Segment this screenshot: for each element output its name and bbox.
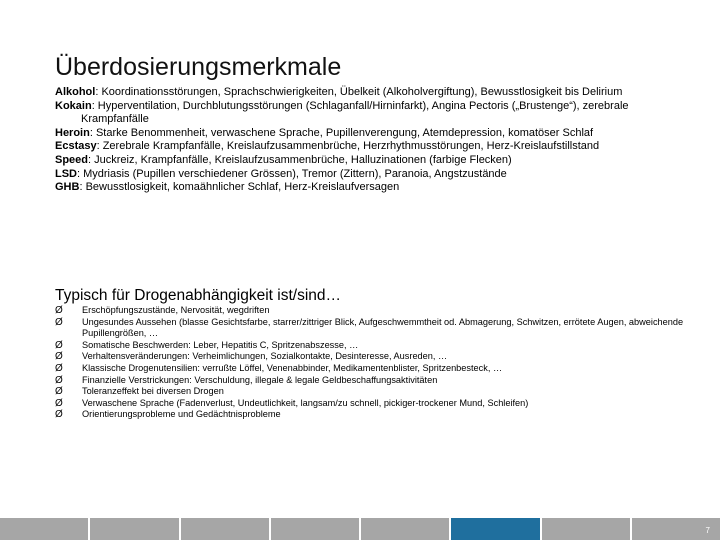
arrow-bullet-icon: Ø: [55, 351, 63, 363]
drug-name: Alkohol: [55, 86, 96, 98]
drug-item-ecstasy: [55, 140, 695, 154]
arrow-bullet-icon: Ø: [55, 362, 63, 374]
drug-description: : Mydriasis (Pupillen verschiedener Grössen), Tremor (Zittern), Paranoia, Angstzustände: [77, 167, 507, 180]
drug-item-ghb: [55, 181, 695, 195]
arrow-bullet-icon: Ø: [55, 374, 63, 386]
drug-name: Heroin: [55, 126, 90, 139]
drug-description: : Koordinationsstörungen, Sprachschwierigkeiten, Übelkeit (Alkoholvergiftung), Bewusstlosigkeit bis Delirium: [95, 86, 623, 98]
list-item: Ø Klassische Drogenutensilien: verrußte Löffel, Venenabbinder, Medikamentenblister, Spritzenbesteck, …: [55, 362, 503, 374]
overdose-list: [55, 86, 695, 195]
drug-name: LSD: [55, 167, 77, 180]
drug-item-heroin: [55, 127, 695, 141]
drug-item-kokain: [55, 100, 695, 127]
slide-title: Überdosierungsmerkmale: [55, 53, 342, 81]
page-number: 7: [705, 526, 710, 535]
drug-description: : Juckreiz, Krampfanfälle, Kreislaufzusammenbrüche, Halluzinationen (farbige Flecken): [88, 153, 512, 166]
footer-segment: [181, 518, 269, 540]
drug-name: Speed: [55, 153, 89, 166]
footer-bar: [0, 518, 720, 540]
list-item: Ø Toleranzeffekt bei diversen Drogen: [55, 386, 224, 398]
footer-segment-active: [451, 518, 539, 540]
footer-segment: [90, 518, 178, 540]
footer-segment: [271, 518, 359, 540]
list-item: Ø Orientierungsprobleme und Gedächtnisprobleme: [55, 409, 281, 421]
drug-item-lsd: [55, 168, 695, 182]
arrow-bullet-icon: Ø: [55, 316, 63, 328]
footer-segment: [0, 518, 88, 540]
list-item: Ø Somatische Beschwerden: Leber, Hepatitis C, Spritzenabszesse, …: [55, 339, 359, 351]
drug-description: : Starke Benommenheit, verwaschene Sprache, Pupillenverengung, Atemdepression, komatöser Schlaf: [89, 126, 594, 139]
drug-name: Kokain: [55, 99, 92, 112]
drug-name: GHB: [55, 181, 80, 194]
section-subheading: Typisch für Drogenabhängigkeit ist/sind…: [55, 287, 342, 304]
footer-segment: [361, 518, 449, 540]
arrow-bullet-icon: Ø: [55, 339, 63, 351]
arrow-bullet-icon: Ø: [55, 305, 63, 316]
arrow-bullet-icon: Ø: [55, 386, 63, 398]
drug-name: Ecstasy: [55, 140, 97, 153]
list-item: Ø Ungesundes Aussehen (blasse Gesichtsfarbe, starrer/zittriger Blick, Aufgeschwemmtheit od. Abmagerung, Schwitzen, errötete Augen, abweichende Pupillengrößen, …: [55, 316, 684, 339]
drug-description: : Zerebrale Krampfanfälle, Kreislaufzusammenbrüche, Herzrhythmusstörungen, Herz-Kreislaufstillstand: [96, 140, 600, 153]
arrow-bullet-icon: Ø: [55, 397, 63, 409]
list-item: Ø Erschöpfungszustände, Nervosität, wegdriften: [55, 305, 270, 316]
drug-description: : Hyperventilation, Durchblutungsstörungen (Schlaganfall/Hirninfarkt), Angina Pectoris („Brustenge“), zerebrale Krampfanfälle: [81, 99, 629, 126]
list-item: Ø Verhaltensveränderungen: Verheimlichungen, Sozialkontakte, Desinteresse, Ausreden, …: [55, 351, 448, 363]
footer-segment: [542, 518, 630, 540]
drug-description: : Bewusstlosigkeit, komaähnlicher Schlaf, Herz-Kreislaufversagen: [79, 181, 400, 194]
arrow-bullet-icon: Ø: [55, 409, 63, 421]
drug-item-speed: [55, 154, 695, 168]
drug-item-alkohol: [55, 86, 695, 100]
list-item: Ø Finanzielle Verstrickungen: Verschuldung, illegale & legale Geldbeschaffungsaktivitäten: [55, 374, 438, 386]
addiction-signs-list: [55, 305, 705, 421]
list-item: Ø Verwaschene Sprache (Fadenverlust, Undeutlichkeit, langsam/zu schnell, pickiger-trockener Mund, Schleifen): [55, 397, 529, 409]
